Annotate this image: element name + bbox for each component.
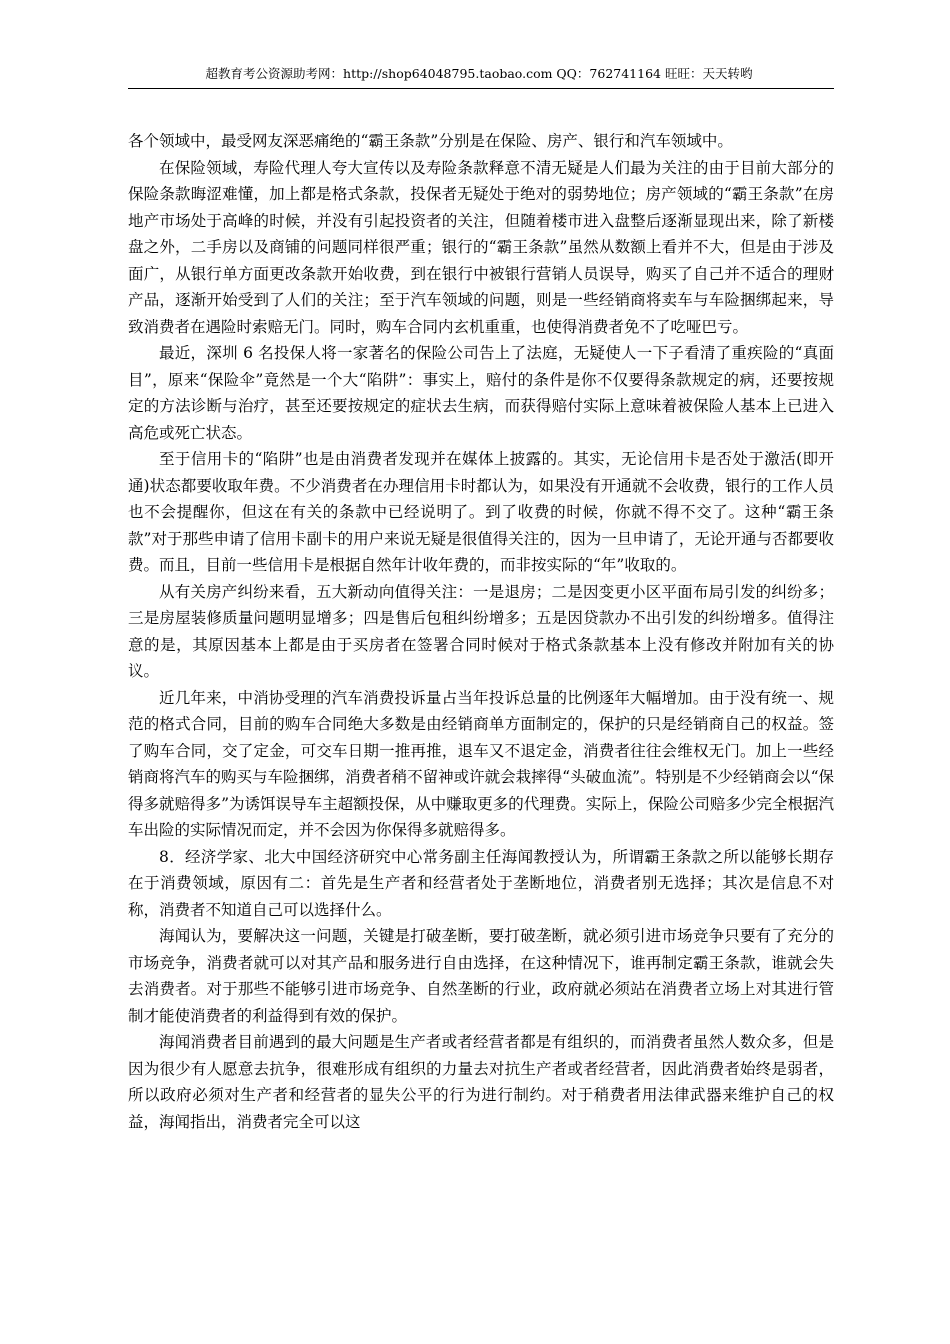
page-header: 超教育考公资源助考网：http://shop64048795.taobao.com QQ：762741164 旺旺：天天转哟	[205, 66, 753, 81]
header-divider	[128, 88, 834, 89]
paragraph-3: 最近，深圳 6 名投保人将一家著名的保险公司告上了法庭，无疑使人一下子看清了重疾险的“真面目”，原来“保险伞”竟然是一个大“陷阱”：事实上，赔付的条件是你不仅要得条款规定的病，还要按规定的方法诊断与治疗，甚至还要按规定的症状去生病，而获得赔付实际上意味着被保险人基本上已进入高危或死亡状态。	[128, 344, 834, 442]
paragraph-6: 近几年来，中消协受理的汽车消费投诉量占当年投诉总量的比例逐年大幅增加。由于没有统一、规范的格式合同，目前的购车合同绝大多数是由经销商单方面制定的，保护的只是经销商自己的权益。签了购车合同，交了定金，可交车日期一推再推，退车又不退定金，消费者往往会维权无门。加上一些经销商将汽车的购买与车险捆绑，消费者稍不留神或许就会栽摔得“头破血流”。特别是不少经销商会以“保得多就赔得多”为诱饵误导车主超额投保，从中赚取更多的代理费。实际上，保险公司赔多少完全根据汽车出险的实际情况而定，并不会因为你保得多就赔得多。	[128, 688, 834, 839]
paragraph-9: 海闻消费者目前遇到的最大问题是生产者或者经营者都是有组织的，而消费者虽然人数众多，但是因为很少有人愿意去抗争，很难形成有组织的力量去对抗生产者或者经营者，因此消费者始终是弱者，所以政府必须对生产者和经营者的显失公平的行为进行制约。对于稍费者用法律武器来维护自己的权益，海闻指出，消费者完全可以这	[128, 1033, 834, 1131]
document-body	[128, 128, 834, 1135]
paragraph-4: 至于信用卡的“陷阱”也是由消费者发现并在媒体上披露的。其实，无论信用卡是否处于激活(即开通)状态都要收取年费。不少消费者在办理信用卡时都认为，如果没有开通就不会收费，银行的工作人员也不会提醒你，但这在有关的条款中已经说明了。到了收费的时候，你就不得不交了。这种“霸王条款”对于那些申请了信用卡副卡的用户来说无疑是很值得关注的，因为一旦申请了，无论开通与否都要收费。而且，目前一些信用卡是根据自然年计收年费的，而非按实际的“年”收取的。	[128, 450, 834, 574]
paragraph-2: 在保险领域，寿险代理人夸大宣传以及寿险条款释意不清无疑是人们最为关注的由于目前大部分的保险条款晦涩难懂，加上都是格式条款，投保者无疑处于绝对的弱势地位；房产领域的“霸王条款”在房地产市场处于高峰的时候，并没有引起投资者的关注，但随着楼市进入盘整后逐渐显现出来，除了新楼盘之外，二手房以及商铺的问题同样很严重；银行的“霸王条款”虽然从数额上看并不大，但是由于涉及面广，从银行单方面更改条款开始收费，到在银行中被银行营销人员误导，购买了自己并不适合的理财产品，逐渐开始受到了人们的关注；至于汽车领域的问题，则是一些经销商将卖车与车险捆绑起来，导致消费者在遇险时索赔无门。同时，购车合同内玄机重重，也使得消费者免不了吃哑巴亏。	[128, 158, 834, 336]
paragraph-7: 8．经济学家、北大中国经济研究中心常务副主任海闻教授认为，所谓霸王条款之所以能够长期存在于消费领域，原因有二：首先是生产者和经营者处于垄断地位，消费者别无选择；其次是信息不对称，消费者不知道自己可以选择什么。	[128, 847, 834, 919]
paragraph-5: 从有关房产纠纷来看，五大新动向值得关注：一是退房；二是因变更小区平面布局引发的纠纷多；三是房屋装修质量问题明显增多；四是售后包租纠纷增多；五是因贷款办不出引发的纠纷增多。值得注意的是，其原因基本上都是由于买房者在签署合同时候对于格式条款基本上没有修改并附加有关的协议。	[128, 582, 834, 680]
paragraph-1: 各个领域中，最受网友深恶痛绝的“霸王条款”分别是在保险、房产、银行和汽车领域中。	[128, 132, 733, 150]
paragraph-8: 海闻认为，要解决这一问题，关键是打破垄断，要打破垄断，就必须引进市场竞争只要有了充分的市场竞争，消费者就可以对其产品和服务进行自由选择，在这种情况下，谁再制定霸王条款，谁就会失去消费者。对于那些不能够引进市场竞争、自然垄断的行业，政府就必须站在消费者立场上对其进行管制才能使消费者的利益得到有效的保护。	[128, 927, 834, 1025]
